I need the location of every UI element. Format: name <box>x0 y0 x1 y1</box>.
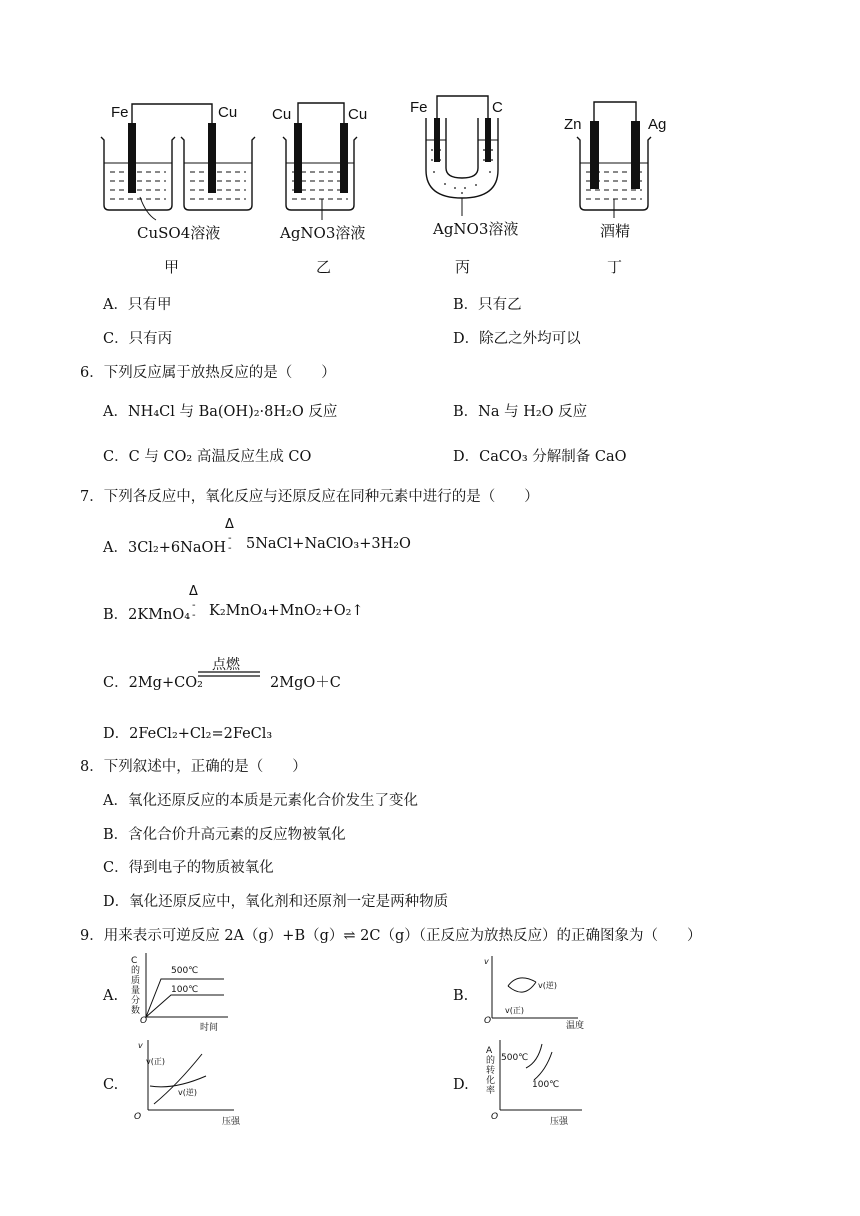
option-D[interactable]: D．2FeCl₂+Cl₂=2FeCl₃ <box>103 726 273 742</box>
question-stem: 7．下列各反应中，氧化反应与还原反应在同种元素中进行的是（ ） <box>80 489 539 505</box>
option-A[interactable]: A．3Cl₂+6NaOH <box>103 540 226 556</box>
apparatus-caption: 乙 <box>316 258 332 276</box>
equals-mark: - <box>192 610 196 621</box>
electrode-label: Cu <box>272 106 292 123</box>
option-D[interactable]: D．除乙之外均可以 <box>453 331 581 347</box>
graph-B <box>478 956 588 1026</box>
option-C[interactable]: C．只有丙 <box>103 331 173 347</box>
graph-D-ylabel: A的转化率 <box>486 1046 496 1096</box>
question-stem: 9．用来表示可逆反应 2A（g）+B（g）⇌ 2C（g）（正反应为放热反应）的正确图象为（ ） <box>80 928 702 944</box>
option-D[interactable]: D．CaCO₃ 分解制备 CaO <box>453 449 627 465</box>
graph-C-ylabel: v <box>138 1041 143 1050</box>
graph-C-xlabel: 压强 <box>222 1117 241 1127</box>
curve-label: v(正) <box>146 1057 165 1066</box>
origin-label: O <box>491 1112 499 1122</box>
graph-B-ylabel: v <box>484 957 489 966</box>
option-A[interactable]: A．NH₄Cl 与 Ba(OH)₂·8H₂O 反应 <box>103 404 338 420</box>
option-A-products: 5NaCl+NaClO₃+3H₂O <box>246 536 411 552</box>
option-B-products: K₂MnO₄+MnO₂+O₂↑ <box>209 603 364 619</box>
apparatus-caption: 甲 <box>164 258 180 276</box>
apparatus-jia-drawing <box>0 0 860 300</box>
option-B[interactable]: B．只有乙 <box>453 297 522 313</box>
option-A[interactable]: A. <box>103 988 119 1004</box>
solution-label: 酒精 <box>600 222 631 240</box>
electrode-label: Ag <box>648 116 667 133</box>
heat-condition: Δ <box>225 517 234 532</box>
apparatus-caption: 丁 <box>607 258 623 276</box>
option-B[interactable]: B. <box>453 988 469 1004</box>
apparatus-caption: 丙 <box>455 258 471 276</box>
electrode-label: Cu <box>218 104 238 121</box>
electrode-label: C <box>492 99 503 116</box>
electrode-label: Cu <box>348 106 368 123</box>
option-B[interactable]: B．2KMnO₄ <box>103 607 191 623</box>
ignite-condition: 点燃 <box>212 657 240 673</box>
equals-mark: - <box>228 533 232 544</box>
option-C[interactable]: C．得到电子的物质被氧化 <box>103 860 274 876</box>
curve-label: 100℃ <box>532 1080 560 1090</box>
origin-label: O <box>484 1016 492 1026</box>
option-B[interactable]: B．含化合价升高元素的反应物被氧化 <box>103 827 346 843</box>
option-D[interactable]: D. <box>453 1077 469 1093</box>
curve-label: v(逆) <box>538 981 557 990</box>
solution-label: CuSO4溶液 <box>137 224 221 242</box>
origin-label: O <box>140 1016 148 1026</box>
reaction-equals-bar <box>198 670 278 680</box>
electrode-label: Zn <box>564 116 582 133</box>
question-stem: 6．下列反应属于放热反应的是（ ） <box>80 365 336 381</box>
solution-label: AgNO3溶液 <box>433 220 519 238</box>
curve-label: 100℃ <box>171 985 199 995</box>
solution-label: AgNO3溶液 <box>280 224 366 242</box>
option-C-products: 2MgO＋C <box>270 675 341 691</box>
graph-D-xlabel: 压强 <box>550 1117 569 1127</box>
electrode-label: Fe <box>111 104 129 121</box>
question-stem: 8．下列叙述中，正确的是（ ） <box>80 759 307 775</box>
option-C[interactable]: C．2Mg+CO₂ <box>103 675 203 691</box>
origin-label: O <box>134 1112 142 1122</box>
curve-label: v(逆) <box>178 1088 197 1097</box>
graph-C <box>134 1040 244 1120</box>
option-D[interactable]: D．氧化还原反应中，氧化剂和还原剂一定是两种物质 <box>103 894 449 910</box>
curve-label: 500℃ <box>171 966 199 976</box>
curve-label: 500℃ <box>501 1053 529 1063</box>
equals-mark: - <box>192 600 196 611</box>
curve-label: v(正) <box>505 1006 524 1015</box>
heat-condition: Δ <box>189 584 198 599</box>
option-C[interactable]: C．C 与 CO₂ 高温反应生成 CO <box>103 449 312 465</box>
graph-A-ylabel: C的质量分数 <box>131 956 141 1016</box>
option-A[interactable]: A．氧化还原反应的本质是元素化合价发生了变化 <box>103 793 418 809</box>
option-C[interactable]: C. <box>103 1077 119 1093</box>
graph-B-xlabel: 温度 <box>566 1021 585 1031</box>
equals-mark: - <box>228 543 232 554</box>
graph-A-xlabel: 时间 <box>200 1023 219 1033</box>
electrode-label: Fe <box>410 99 428 116</box>
option-A[interactable]: A．只有甲 <box>103 297 172 313</box>
option-B[interactable]: B．Na 与 H₂O 反应 <box>453 404 588 420</box>
